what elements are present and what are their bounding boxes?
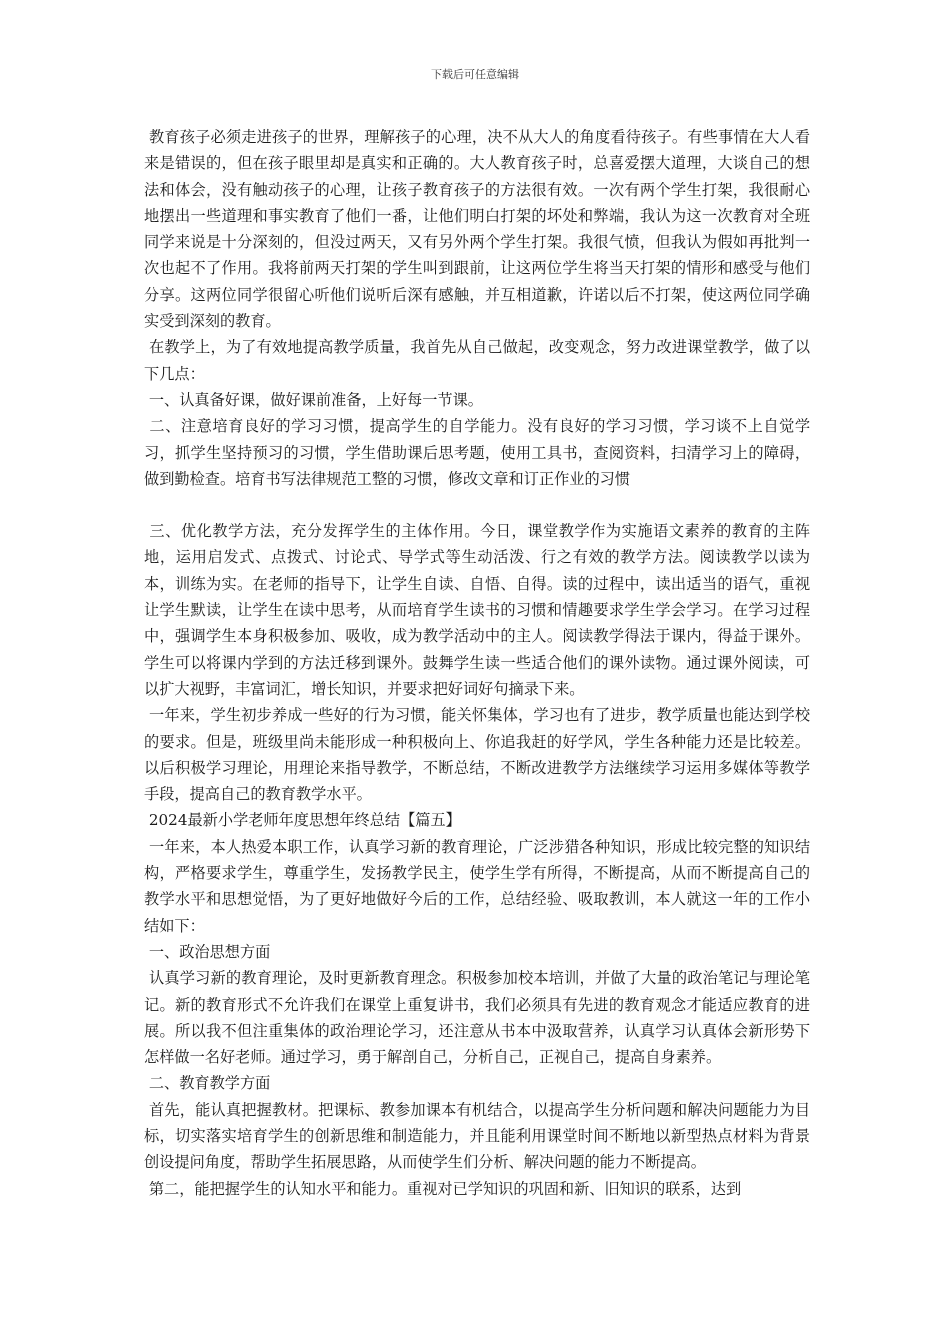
- paragraph: 第二，能把握学生的认知水平和能力。重视对已学知识的巩固和新、旧知识的联系，达到: [144, 1179, 742, 1198]
- section-title: 2024最新小学老师年度思想年终总结【篇五】: [144, 811, 461, 830]
- document-body: [144, 124, 810, 1202]
- paragraph: 在教学上，为了有效地提高教学质量，我首先从自己做起，改变观念，努力改进课堂教学，做了以下几点：: [144, 338, 811, 383]
- paragraph: 二、注意培育良好的学习习惯，提高学生的自学能力。没有良好的学习习惯，学习谈不上自觉学习，抓学生坚持预习的习惯，学生借助课后思考题，使用工具书，查阅资料，扫清学习上的障碍，做到勤检查。培育书写法律规范工整的习惯，修改文章和订正作业的习惯: [144, 417, 811, 488]
- paragraph: 教育孩子必须走进孩子的世界，理解孩子的心理，决不从大人的角度看待孩子。有些事情在大人看来是错误的，但在孩子眼里却是真实和正确的。大人教育孩子时，总喜爱摆大道理，大谈自己的想法和体会，没有触动孩子的心理，让孩子教育孩子的方法很有效。一次有两个学生打架，我很耐心地摆出一些道理和事实教育了他们一番，让他们明白打架的坏处和弊端，我认为这一次教育对全班同学来说是十分深刻的，但没过两天，又有另外两个学生打架。我很气愤，但我认为假如再批判一次也起不了作用。我将前两天打架的学生叫到跟前，让这两位学生将当天打架的情形和感受与他们分享。这两位同学很留心听他们说听后深有感触，并互相道歉，许诺以后不打架，使这两位同学确实受到深刻的教育。: [144, 128, 811, 331]
- paragraph: 一年来，学生初步养成一些好的行为习惯，能关怀集体，学习也有了进步，教学质量也能达到学校的要求。但是，班级里尚未能形成一种积极向上、你追我赶的好学风，学生各种能力还是比较差。以后积极学习理论，用理论来指导教学，不断总结，不断改进教学方法继续学习运用多媒体等教学手段，提高自己的教育教学水平。: [144, 706, 811, 804]
- heading: 一、政治思想方面: [144, 942, 271, 961]
- page-header: 下载后可任意编辑: [431, 68, 519, 81]
- paragraph: 一、认真备好课，做好课前准备，上好每一节课。: [144, 390, 483, 409]
- heading: 二、教育教学方面: [144, 1074, 271, 1093]
- paragraph: 首先，能认真把握教材。把课标、教参加课本有机结合，以提高学生分析问题和解决问题能力为目标，切实落实培育学生的创新思维和制造能力，并且能利用课堂时间不断地以新型热点材料为背景创设提问角度，帮助学生拓展思路，从而使学生们分析、解决问题的能力不断提高。: [144, 1100, 811, 1172]
- paragraph: 一年来，本人热爱本职工作，认真学习新的教育理论，广泛涉猎各种知识，形成比较完整的知识结构，严格要求学生，尊重学生，发扬教学民主，使学生学有所得，不断提高，从而不断提高自己的教学水平和思想觉悟，为了更好地做好今后的工作，总结经验、吸取教训，本人就这一年的工作小结如下：: [144, 837, 811, 935]
- paragraph: 认真学习新的教育理论，及时更新教育理念。积极参加校本培训，并做了大量的政治笔记与理论笔记。新的教育形式不允许我们在课堂上重复讲书，我们必须具有先进的教育观念才能适应教育的进展。所以我不但注重集体的政治理论学习，还注意从书本中汲取营养，认真学习认真体会新形势下怎样做一名好老师。通过学习，勇于解剖自己，分析自己，正视自己，提高自身素养。: [144, 969, 811, 1067]
- blank-line: [144, 492, 810, 518]
- paragraph: 三、优化教学方法，充分发挥学生的主体作用。今日，课堂教学作为实施语文素养的教育的主阵地，运用启发式、点拨式、讨论式、导学式等生动活泼、行之有效的教学方法。阅读教学以读为本，训练为实。在老师的指导下，让学生自读、自悟、自得。读的过程中，读出适当的语气，重视让学生默读，让学生在读中思考，从而培育学生读书的习惯和情趣要求学生学会学习。在学习过程中，强调学生本身积极参加、吸收，成为教学活动中的主人。阅读教学得法于课内，得益于课外。学生可以将课内学到的方法迁移到课外。鼓舞学生读一些适合他们的课外读物。通过课外阅读，可以扩大视野，丰富词汇，增长知识，并要求把好词好句摘录下来。: [144, 522, 811, 698]
